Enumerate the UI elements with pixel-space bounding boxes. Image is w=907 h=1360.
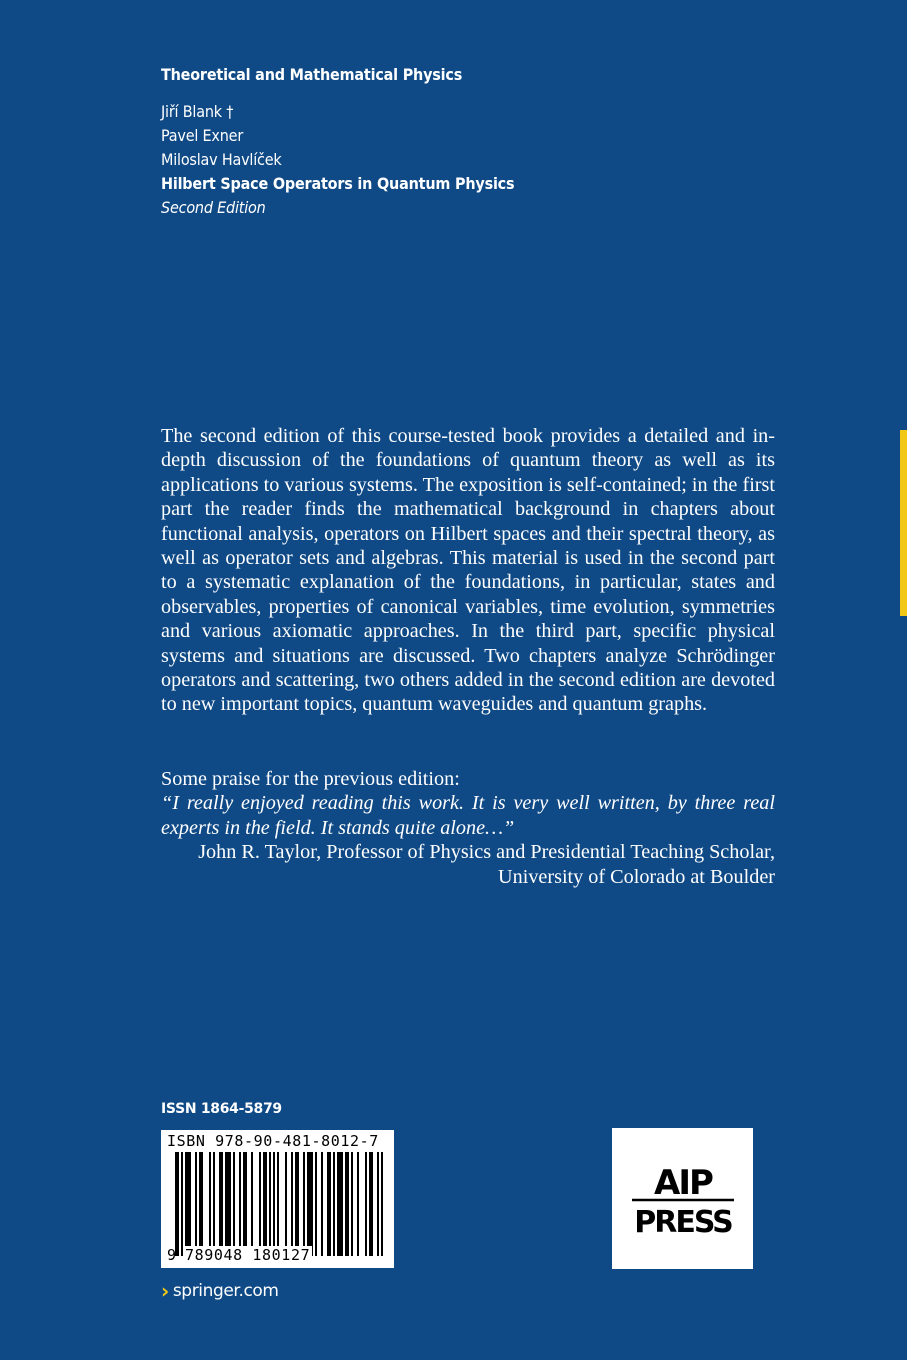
book-title: Hilbert Space Operators in Quantum Physics bbox=[161, 174, 515, 193]
praise-quote: “I really enjoyed reading this work. It is very well written, by three real experts in the field. It stands quite alone…” bbox=[161, 792, 775, 839]
barcode-bar bbox=[243, 1152, 247, 1256]
praise-intro: Some praise for the previous edition: bbox=[161, 768, 460, 790]
barcode-bar bbox=[273, 1152, 275, 1256]
barcode-bar bbox=[377, 1152, 379, 1256]
barcode-bar bbox=[263, 1152, 267, 1256]
edition-label: Second Edition bbox=[161, 198, 266, 217]
barcode-bar bbox=[213, 1152, 215, 1256]
author-name: Pavel Exner bbox=[161, 126, 244, 145]
isbn-barcode bbox=[161, 1130, 394, 1268]
book-description: The second edition of this course-tested book provides a detailed and in-depth discussion of the foundations of quantum theory as well as its applications to various systems. The exposition is self-contained; in the first part the reader finds the mathematical background in chapters about functional analysis, operators on Hilbert spaces and their spectral theory, as well as operator sets and algebras. This material is used in the second part to a systematic explanation of the foundations, in particular, states and observables, properties of canonical variables, time evolution, symmetries and various axiomatic approaches. In the third part, specific physical systems and situations are discussed. Two chapters analyze Schrödinger operators and scattering, two others added in the second edition are devoted to new important topics, quantum waveguides and quantum graphs. bbox=[161, 425, 775, 716]
praise-attribution-line2: University of Colorado at Boulder bbox=[498, 865, 775, 888]
barcode-bar bbox=[277, 1152, 279, 1256]
barcode-bar bbox=[351, 1152, 353, 1256]
barcode-bar bbox=[259, 1152, 261, 1256]
barcode-bar bbox=[269, 1152, 271, 1256]
barcode-bar bbox=[291, 1152, 293, 1256]
barcode-bar bbox=[315, 1152, 317, 1256]
barcode-bar bbox=[285, 1152, 287, 1256]
barcode-bar bbox=[369, 1152, 373, 1256]
publisher-website-link[interactable] bbox=[161, 1281, 279, 1301]
author-list bbox=[161, 100, 721, 172]
series-title: Theoretical and Mathematical Physics bbox=[161, 65, 463, 84]
logo-line2: PRESS bbox=[634, 1205, 732, 1236]
chevron-right-icon: › bbox=[161, 1279, 169, 1303]
publisher-logo bbox=[612, 1128, 753, 1269]
barcode-bar bbox=[185, 1152, 191, 1256]
barcode-bar bbox=[321, 1152, 323, 1256]
barcode-bars-icon bbox=[175, 1152, 383, 1256]
barcode-bar bbox=[195, 1152, 197, 1256]
barcode-bar bbox=[239, 1152, 241, 1256]
barcode-bar bbox=[381, 1152, 383, 1256]
barcode-bar bbox=[199, 1152, 203, 1256]
barcode-bar bbox=[337, 1152, 343, 1256]
issn-label: ISSN 1864-5879 bbox=[161, 1101, 282, 1117]
header-block bbox=[161, 64, 721, 220]
praise-block bbox=[161, 767, 775, 889]
author-name: Miloslav Havlíček bbox=[161, 150, 282, 169]
barcode-bar bbox=[327, 1152, 331, 1256]
barcode-bar bbox=[219, 1152, 223, 1256]
logo-line1: AIP bbox=[654, 1163, 712, 1203]
barcode-bar bbox=[357, 1152, 359, 1256]
barcode-bar bbox=[251, 1152, 253, 1256]
praise-attribution bbox=[161, 840, 775, 889]
website-text: springer.com bbox=[172, 1281, 279, 1301]
barcode-bar bbox=[225, 1152, 231, 1256]
barcode-number: 789048 180127 bbox=[185, 1246, 311, 1264]
barcode-bar bbox=[233, 1152, 235, 1256]
accent-bar bbox=[900, 430, 907, 616]
isbn-label: ISBN 978-90-481-8012-7 bbox=[167, 1132, 379, 1150]
barcode-bar bbox=[295, 1152, 299, 1256]
barcode-bar bbox=[307, 1152, 313, 1256]
barcode-bar bbox=[209, 1152, 211, 1256]
barcode-bar bbox=[345, 1152, 349, 1256]
barcode-bar bbox=[181, 1152, 183, 1256]
aip-press-logo-icon bbox=[630, 1162, 736, 1236]
barcode-bar bbox=[175, 1152, 179, 1256]
barcode-bar bbox=[333, 1152, 335, 1256]
barcode-first-digit: 9 bbox=[167, 1246, 177, 1264]
author-name: Jiří Blank † bbox=[161, 102, 234, 121]
praise-attribution-line1: John R. Taylor, Professor of Physics and Presidential Teaching Scholar, bbox=[198, 841, 775, 864]
barcode-bar bbox=[303, 1152, 305, 1256]
barcode-bar bbox=[365, 1152, 367, 1256]
